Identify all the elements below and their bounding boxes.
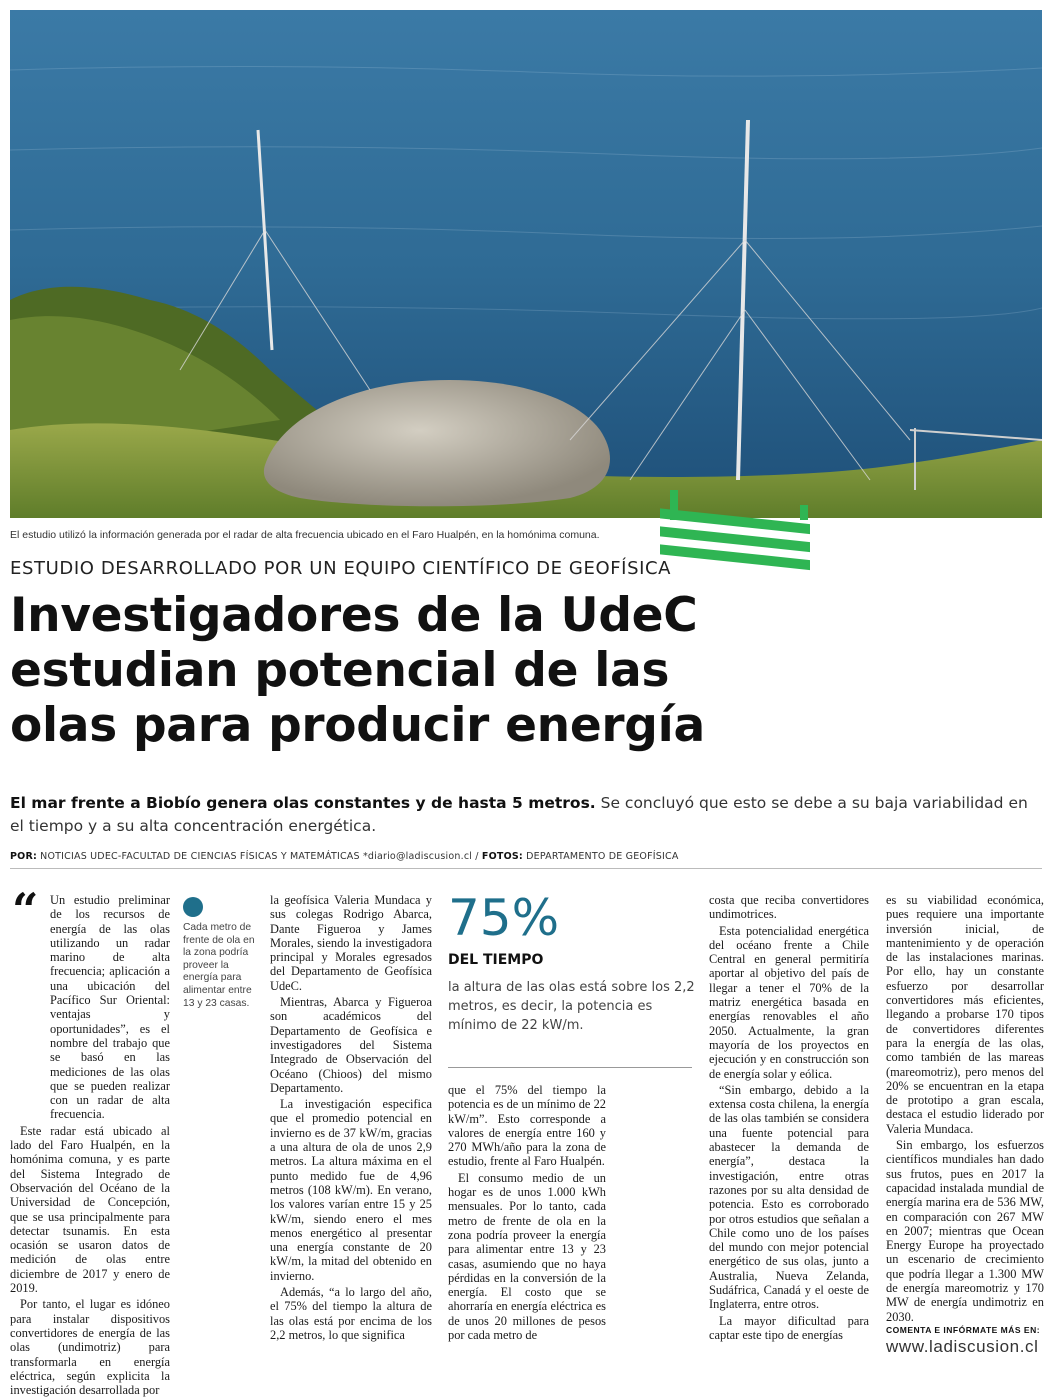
paragraph: La mayor dificultad para captar este tipo de energías — [709, 1313, 869, 1342]
paragraph: El consumo medio de un hogar es de unos 1.000 kWh mensuales. Por lo tanto, cada metro de frente de ola en la zona podría proveer la energía para alimentar entre 13 y 23 casas, asumiendo que no haya pérdidas en la conversión de la energía. El costo que se ahorraría en energía eléctrica es de unos 20 millones de pesos por cada metro de — [448, 1170, 606, 1343]
paragraph: Por tanto, el lugar es idóneo para instalar dispositivos convertidores de energía de las olas (undimotriz) para transformarla en energía eléctrica, según explicita la investigación desarrollada por — [10, 1297, 170, 1398]
paragraph: La investigación especifica que el promedio potencial en invierno es de 37 kW/m, gracias a una altura de ola de unos 2,9 metros. La altura máxima en el punto medido fue de 4,96 metros (108 kW/m). En verano, los valores varían entre 15 y 25 kW/m, siendo enero el mes menos energético al presentar una energía constante de 20 kW/m, la mitad del obtenido en invierno. — [270, 1097, 432, 1283]
headline-line: Investigadores de la UdeC — [10, 588, 698, 643]
website-footer — [886, 1325, 1044, 1357]
blue-dot-icon — [183, 897, 203, 917]
article-deck — [10, 792, 1040, 838]
photo-caption: El estudio utilizó la información generada por el radar de alta frecuencia ubicado en el Faro Hualpén, en la homónima comuna. — [10, 529, 600, 541]
stat-description: la altura de las olas está sobre los 2,2 metros, es decir, la potencia es mínimo de 22 kW/m. — [448, 980, 695, 1033]
byline-por-label: POR: — [10, 851, 37, 862]
website-label: COMENTA E INFÓRMATE MÁS EN: — [886, 1325, 1041, 1335]
paragraph: es su viabilidad económica, pues requiere una importante inversión inicial, de mantenimiento y de operación de las instalaciones marinas. Por ello, hay un constante esfuerzo por desarrollar convertidores más eficientes, llegando a probarse 170 tipos de convertidores diferentes para la energía de las olas, como también de las mareas (mareomotriz), pero menos del 20% se encuentran en la etapa de prototipo a gran escala, destaca el estudio liderado por Valeria Mundaca. — [886, 893, 1044, 1136]
deck-bold: El mar frente a Biobío genera olas constantes y de hasta 5 metros. — [10, 794, 596, 812]
paragraph: la geofísica Valeria Mundaca y sus colegas Rodrigo Abarca, Dante Figueroa y James Morales, siendo la investigadora principal y Morales egresados del Departamento de Geofísica UdeC. — [270, 893, 432, 993]
stat-value: 75% — [448, 889, 560, 947]
article-photo — [10, 10, 1042, 518]
stat-label: DEL TIEMPO — [448, 952, 544, 968]
article-kicker: ESTUDIO DESARROLLADO POR UN EQUIPO CIENTÍFICO DE GEOFÍSICA — [10, 558, 672, 579]
divider — [10, 868, 1042, 869]
byline-fotos-label: FOTOS: — [481, 851, 523, 862]
paragraph: Un estudio preliminar de los recursos de energía de las olas utilizando un radar marino de alta frecuencia; aplicación a una ubicación del Pacífico Sur Oriental: ventajas y oportunidades”, es el nombre del trabajo que se basó en las mediciones de las olas que se pueden realizar con un radar de alta frecuencia. — [50, 893, 170, 1122]
deck-rest: Se concluyó que esto se debe a su baja variabilidad en el tiempo y a su alta concentración energética. — [10, 794, 1028, 835]
column-4 — [709, 893, 869, 1344]
sidebar-note-text: Cada metro de frente de ola en la zona podría proveer la energía para alimentar entre 13 y 23 casas. — [183, 922, 255, 1009]
paragraph: Esta potencialidad energética del océano frente a Chile Central en general permitiría aportar al objetivo del país de llegar a tener el 70% de la matriz energética basada en energías renovables el año 2050. Actualmente, la gran mayoría de los proyectos en ejecución y en construcción son de energía solar y eólica. — [709, 923, 869, 1081]
byline — [10, 851, 1040, 862]
paragraph: costa que reciba convertidores undimotrices. — [709, 893, 869, 922]
paragraph: que el 75% del tiempo la potencia es de un mínimo de 22 kW/m”. Esto corresponde a valores de energía entre 160 y 270 MWh/año para la zona de estudio, frente al Faro Hualpén. — [448, 1083, 606, 1169]
column-5 — [886, 893, 1044, 1326]
paragraph: Sin embargo, los esfuerzos científicos mundiales han dado sus frutos, pues en 2017 la capacidad instalada mundial de energía marina era de 536 MW, en comparación con 267 MW en 2007; mientras que Ocean Energy Europe ha proyectado un escenario de crecimiento que podría llegar a 1.300 MW de energía mareomotriz y 170 MW de energía undimotriz en 2030. — [886, 1138, 1044, 1324]
headline-line: estudian potencial de las — [10, 643, 670, 698]
website-link[interactable]: www.ladiscusion.cl — [886, 1337, 1039, 1356]
headline-line: olas para producir energía — [10, 698, 705, 753]
stat-divider — [448, 1067, 692, 1068]
byline-fotos-text: DEPARTAMENTO DE GEOFÍSICA — [522, 851, 679, 862]
article-headline — [10, 588, 1040, 753]
paragraph: Además, “a lo largo del año, el 75% del tiempo la altura de las olas está por encima de los 2,2 metros, lo que significa — [270, 1285, 432, 1342]
column-2 — [270, 893, 432, 1344]
quote-mark: “ — [12, 883, 39, 937]
paragraph: Mientras, Abarca y Figueroa son académicos del Departamento de Geofísica e investigadores del Sistema Integrado de Observación del Océano (Chioos) del mismo Departamento. — [270, 995, 432, 1095]
paragraph: Este radar está ubicado al lado del Faro Hualpén, en la homónima comuna, y es parte del Sistema Integrado de Observación del Océano de la Universidad de Concepción, que se usa principalmente para detectar tsunamis. En esta ocasión se usaron datos de medición de olas entre diciembre de 2017 y enero de 2019. — [10, 1123, 170, 1296]
column-1 — [10, 893, 170, 1399]
stat-box — [448, 890, 696, 1035]
paragraph: “Sin embargo, debido a la extensa costa chilena, la energía de las olas también se considera una fuente potencial para abastecer la demanda de energía”, destaca la investigación, entre otras razones por su alta densidad de potencia. Esto es corroborado por otros estudios que señalan a Chile como uno de los países del mundo con mejor potencial energético de sus olas, junto a Australia, Nueva Zelanda, Sudáfrica, Canadá y el oeste de Inglaterra, entre otros. — [709, 1082, 869, 1312]
coastal-radar-photo — [10, 10, 1042, 518]
sidebar-note — [183, 897, 255, 1010]
byline-por-text: NOTICIAS UDEC-FACULTAD DE CIENCIAS FÍSICAS Y MATEMÁTICAS *diario@ladiscusion.cl / — [36, 851, 482, 862]
column-3 — [448, 1083, 606, 1344]
